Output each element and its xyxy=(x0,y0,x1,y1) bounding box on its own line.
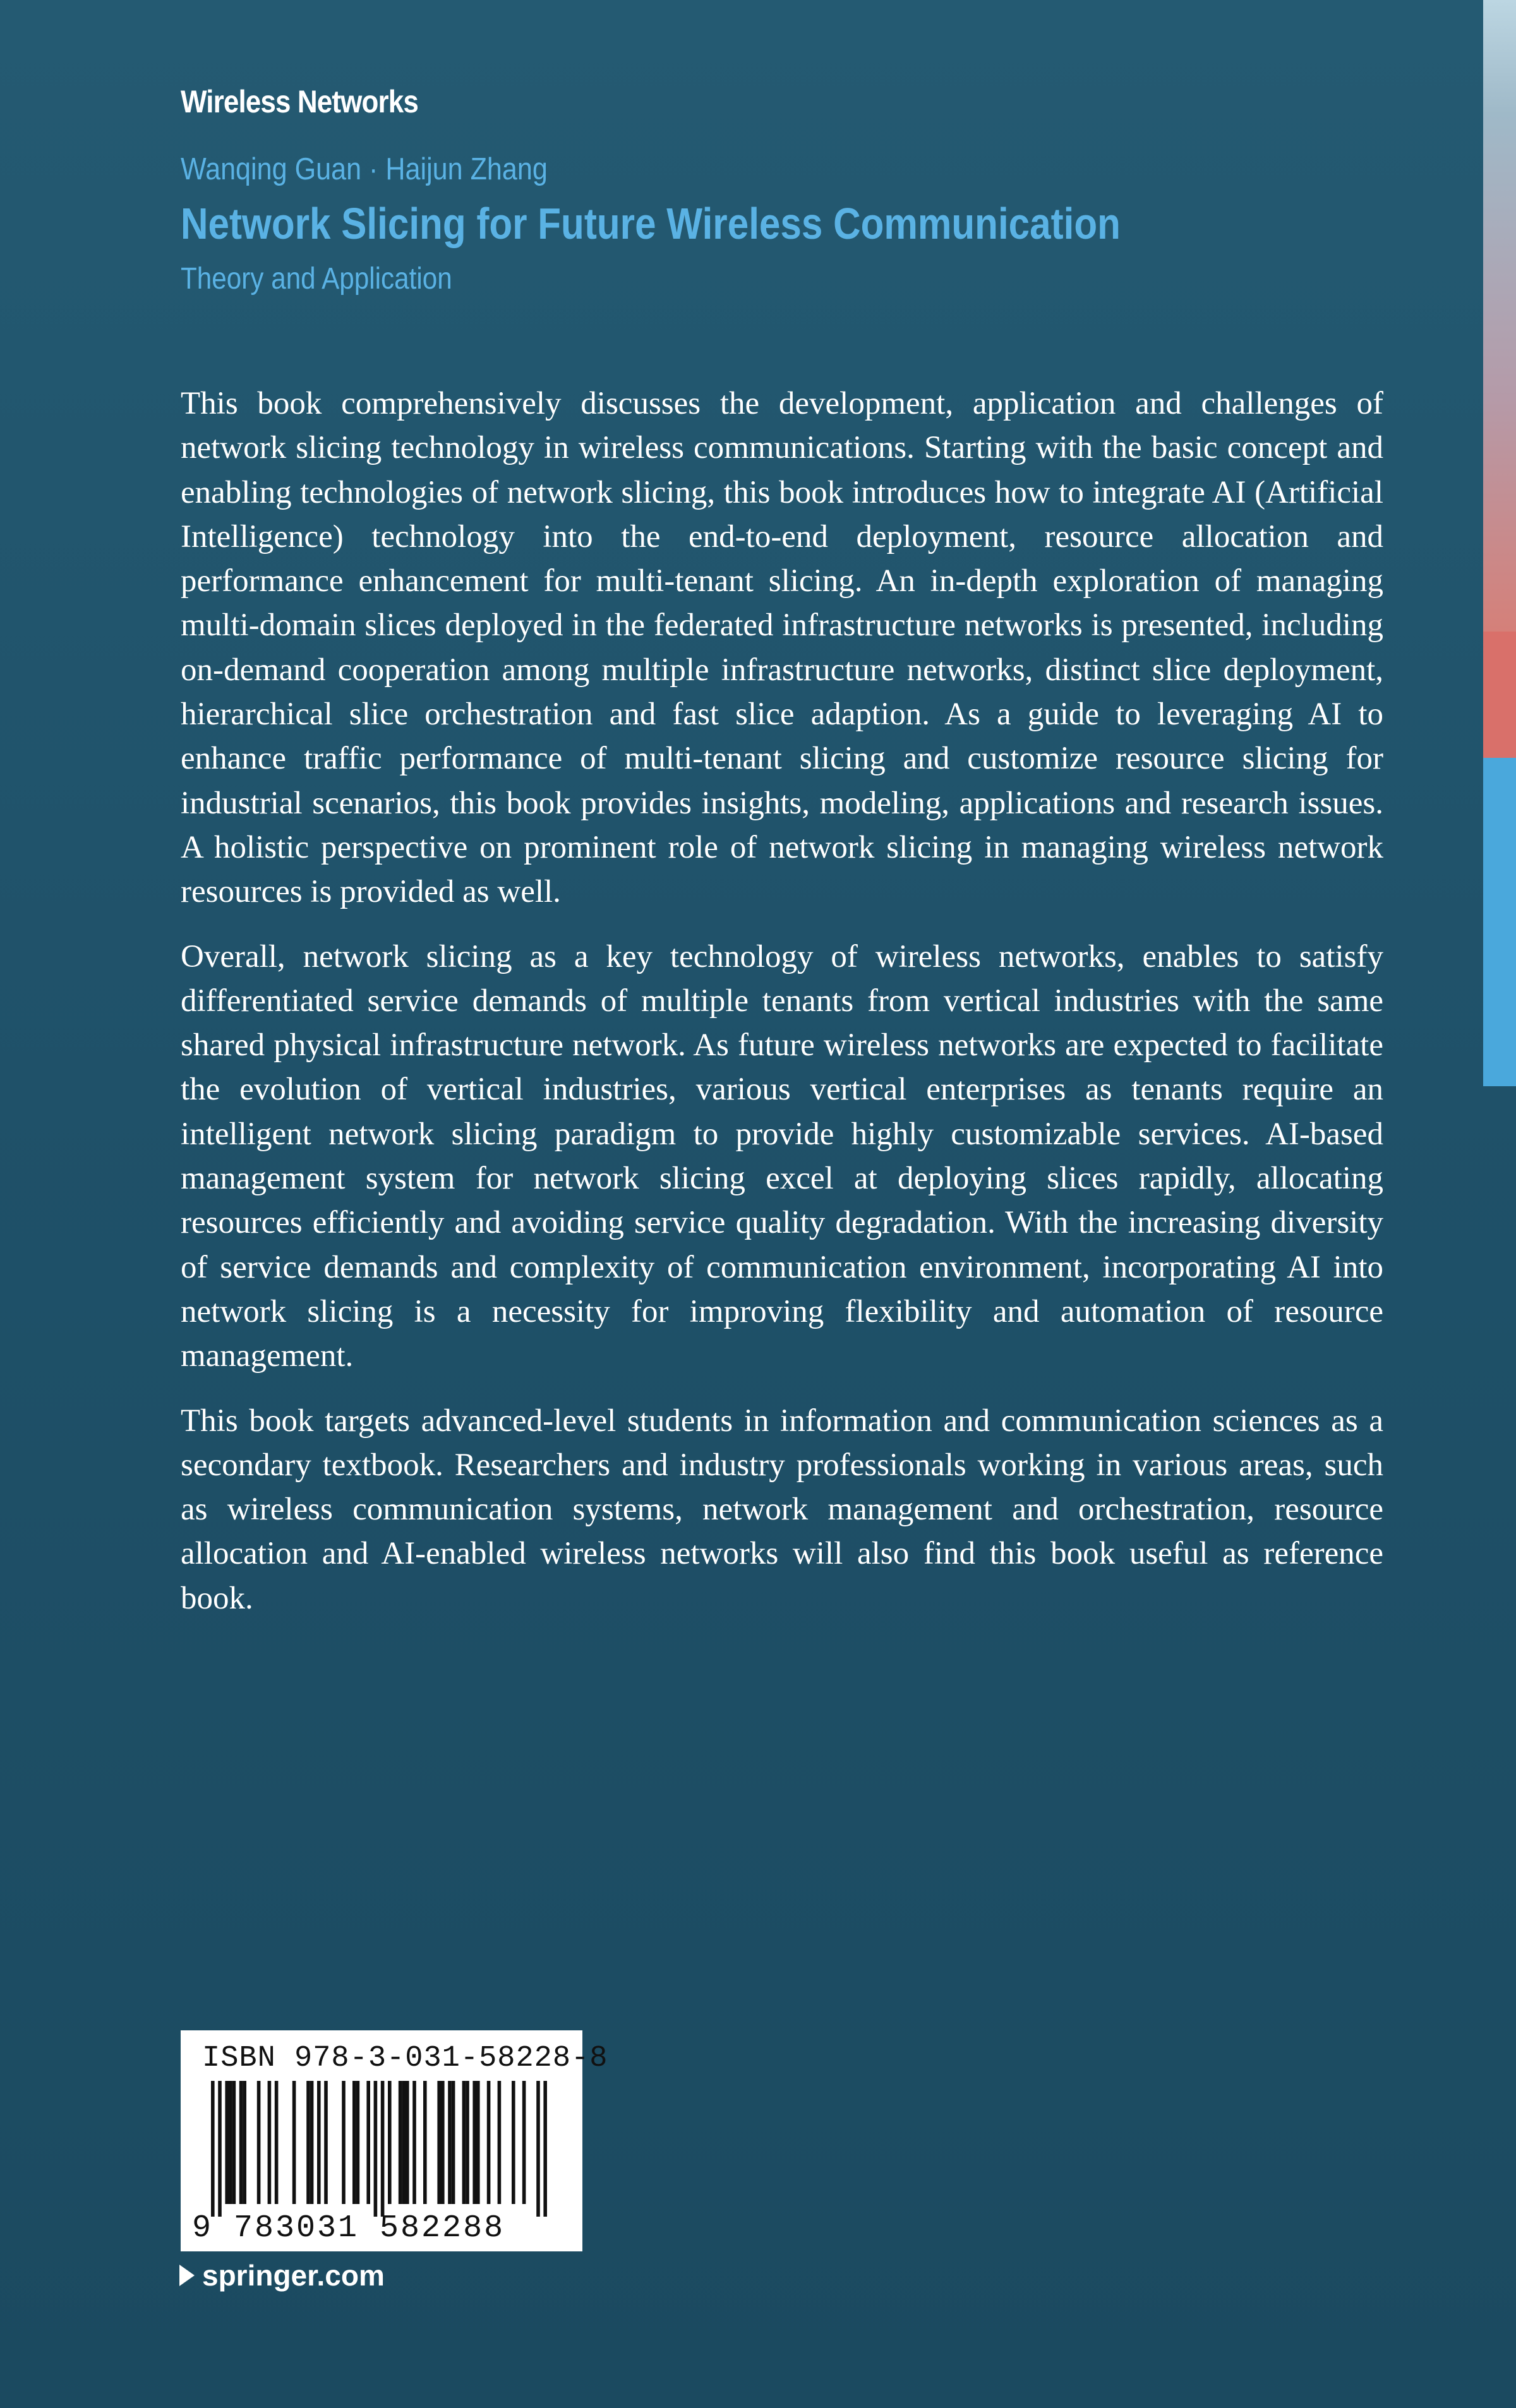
barcode-bar xyxy=(441,2081,445,2204)
publisher-link[interactable] xyxy=(179,2258,385,2292)
barcode-bar xyxy=(257,2081,261,2204)
barcode-bar xyxy=(522,2081,526,2204)
book-subtitle: Theory and Application xyxy=(181,262,452,296)
barcode-bar xyxy=(472,2081,476,2204)
barcode-bar xyxy=(310,2081,314,2204)
barcode-bar xyxy=(452,2081,455,2204)
book-authors: Wanqing Guan · Haijun Zhang xyxy=(181,152,548,186)
barcode-bar xyxy=(324,2081,328,2204)
description-paragraph: Overall, network slicing as a key technology of wireless networks, enables to satisfy differentiated service demands of multiple tenants from vertical industries with the same shared physical infrastructure network. As future wireless networks are expected to facilitate the evolution of vertical industries, various vertical enterprises as tenants require an intelligent network slicing paradigm to provide highly customizable services. AI-based management system for network slicing excel at deploying slices rapidly, allocating resources efficiently and avoiding service quality degradation. With the increasing diversity of service demands and complexity of communication environment, incorporating AI into network slicing is a necessity for improving flexibility and automation of resource management. xyxy=(181,938,1383,1374)
barcode-bar xyxy=(317,2081,321,2204)
barcode-bar xyxy=(356,2081,360,2204)
edge-band-gradient xyxy=(1483,114,1516,632)
barcode-bar xyxy=(225,2081,229,2204)
barcode-bar xyxy=(448,2081,452,2204)
edge-band-top xyxy=(1483,0,1516,114)
edge-band-red xyxy=(1483,632,1516,758)
barcode-bar xyxy=(462,2081,466,2204)
barcode-bar xyxy=(381,2081,385,2217)
description-paragraph: This book comprehensively discusses the development, application and challenges of network slicing technology in wireless communications. Starting with the basic concept and enabling technologies of network slicing, this book introduces how to integrate AI (Artificial Intelligence) technology into the end-to-end deployment, resource allocation and performance enhancement for multi-tenant slicing. An in-depth exploration of managing multi-domain slices deployed in the federated infrastructure networks is presented, including on-demand cooperation among multiple infrastructure networks, distinct slice deployment, hierarchical slice orchestration and fast slice adaption. As a guide to leveraging AI to enhance traffic performance of multi-tenant slicing and customize resource slicing for industrial scenarios, this book provides insights, modeling, applications and research issues. A holistic perspective on prominent role of network slicing in managing wireless network resources is provided as well. xyxy=(181,386,1383,910)
barcode-bar xyxy=(218,2081,222,2217)
series-name: Wireless Networks xyxy=(181,84,418,119)
isbn-barcode xyxy=(181,2030,608,2251)
barcode-bar xyxy=(243,2081,246,2204)
barcode-bar xyxy=(229,2081,232,2204)
ean-digits: 9 783031 582288 xyxy=(192,2210,505,2246)
barcode-bar xyxy=(306,2081,310,2204)
barcode-bar xyxy=(399,2081,402,2204)
description-paragraph: This book targets advanced-level students in information and communication sciences as a secondary textbook. Researchers and industry professionals working in various areas, such as wireless communication systems, network management and orchestration, resource allocation and AI-enabled wireless networks will also find this book useful as reference book. xyxy=(181,1403,1383,1616)
barcode-bar xyxy=(232,2081,236,2204)
barcode-bar xyxy=(476,2081,480,2204)
barcode-bar xyxy=(292,2081,296,2204)
barcode-bar xyxy=(211,2081,215,2217)
book-description xyxy=(181,381,1383,1641)
barcode-bar xyxy=(239,2081,243,2204)
barcode-bar xyxy=(512,2081,515,2204)
barcode-bar xyxy=(543,2081,547,2217)
barcode-bar xyxy=(275,2081,279,2204)
barcode-bar xyxy=(487,2081,491,2204)
isbn-label: ISBN 978-3-031-58228-8 xyxy=(202,2042,608,2075)
barcode-bar xyxy=(423,2081,427,2204)
barcode-bar xyxy=(352,2081,356,2204)
barcode-bars xyxy=(192,2081,571,2217)
barcode-bar xyxy=(388,2081,392,2204)
barcode-bar xyxy=(498,2081,502,2204)
barcode-bar xyxy=(268,2081,272,2204)
barcode-bar xyxy=(342,2081,346,2204)
edge-band-blue xyxy=(1483,758,1516,1086)
barcode-bar xyxy=(412,2081,416,2204)
book-title: Network Slicing for Future Wireless Communication xyxy=(181,199,1121,248)
publisher-url: springer.com xyxy=(202,2259,385,2292)
barcode-bar xyxy=(366,2081,370,2204)
barcode-bar xyxy=(466,2081,469,2204)
barcode-bar xyxy=(437,2081,441,2204)
barcode-bar xyxy=(536,2081,540,2217)
barcode-bar xyxy=(374,2081,378,2217)
barcode-bar xyxy=(406,2081,409,2204)
arrow-right-icon xyxy=(179,2265,195,2286)
barcode-bar xyxy=(402,2081,406,2204)
